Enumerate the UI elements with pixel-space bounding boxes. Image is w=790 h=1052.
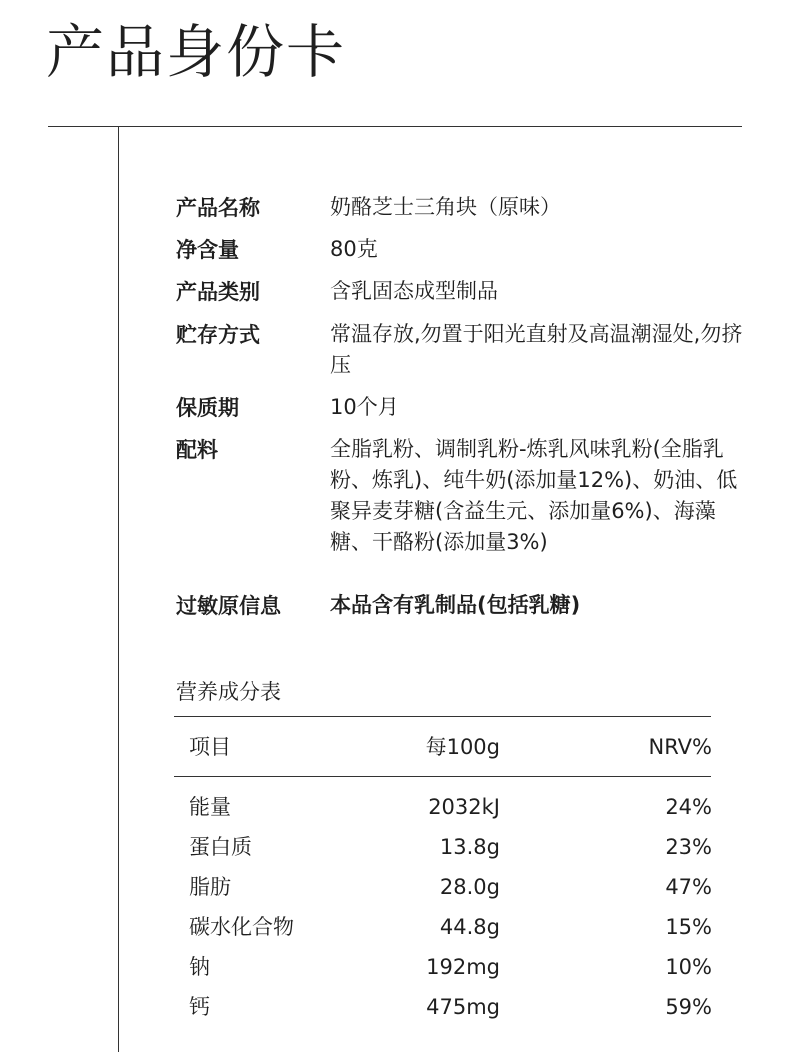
- info-value: 常温存放,勿置于阳光直射及高温潮湿处,勿挤压: [330, 322, 743, 377]
- table-cell-item: 碳水化合物: [189, 915, 294, 939]
- table-cell-item: 脂肪: [189, 875, 231, 899]
- table-cell-amount: 28.0g: [439, 875, 500, 899]
- info-label: 贮存方式: [176, 323, 260, 347]
- table-cell-nrv: 15%: [665, 915, 712, 939]
- info-label: 净含量: [176, 238, 239, 262]
- table-cell-item: 能量: [189, 795, 231, 819]
- table-header-rule: [174, 776, 711, 777]
- info-value: 80克: [330, 237, 378, 261]
- table-cell-amount: 13.8g: [439, 835, 500, 859]
- nutrition-title: 营养成分表: [176, 680, 281, 704]
- table-cell-nrv: 23%: [665, 835, 712, 859]
- table-cell-amount: 2032kJ: [428, 795, 500, 819]
- info-label: 配料: [176, 438, 218, 462]
- header-per-100g: 每100g: [425, 735, 500, 759]
- table-cell-nrv: 47%: [665, 875, 712, 899]
- info-value: 奶酪芝士三角块（原味）: [330, 195, 561, 219]
- left-divider: [118, 126, 119, 1052]
- info-label: 产品类别: [176, 280, 260, 304]
- table-cell-item: 钙: [189, 995, 210, 1019]
- table-cell-item: 蛋白质: [189, 835, 252, 859]
- table-cell-amount: 192mg: [426, 955, 500, 979]
- header-nrv: NRV%: [648, 735, 712, 759]
- table-top-rule: [174, 716, 711, 717]
- table-cell-nrv: 10%: [665, 955, 712, 979]
- info-value: 本品含有乳制品(包括乳糖): [330, 593, 581, 617]
- top-divider: [48, 126, 742, 127]
- table-cell-amount: 475mg: [426, 995, 500, 1019]
- header-item: 项目: [189, 735, 231, 759]
- table-cell-nrv: 24%: [665, 795, 712, 819]
- page-title: 产品身份卡: [46, 18, 347, 86]
- info-label: 过敏原信息: [176, 594, 281, 618]
- info-label: 产品名称: [176, 196, 260, 220]
- table-cell-nrv: 59%: [665, 995, 712, 1019]
- info-label: 保质期: [176, 396, 239, 420]
- info-value: 含乳固态成型制品: [330, 279, 498, 303]
- info-value: 全脂乳粉、调制乳粉-炼乳风味乳粉(全脂乳粉、炼乳)、纯牛奶(添加量12%)、奶油、低聚异麦芽糖(含益生元、添加量6%)、海藻糖、干酪粉(添加量3%): [330, 437, 738, 554]
- info-value: 10个月: [330, 395, 399, 419]
- table-cell-item: 钠: [189, 955, 210, 979]
- table-cell-amount: 44.8g: [439, 915, 500, 939]
